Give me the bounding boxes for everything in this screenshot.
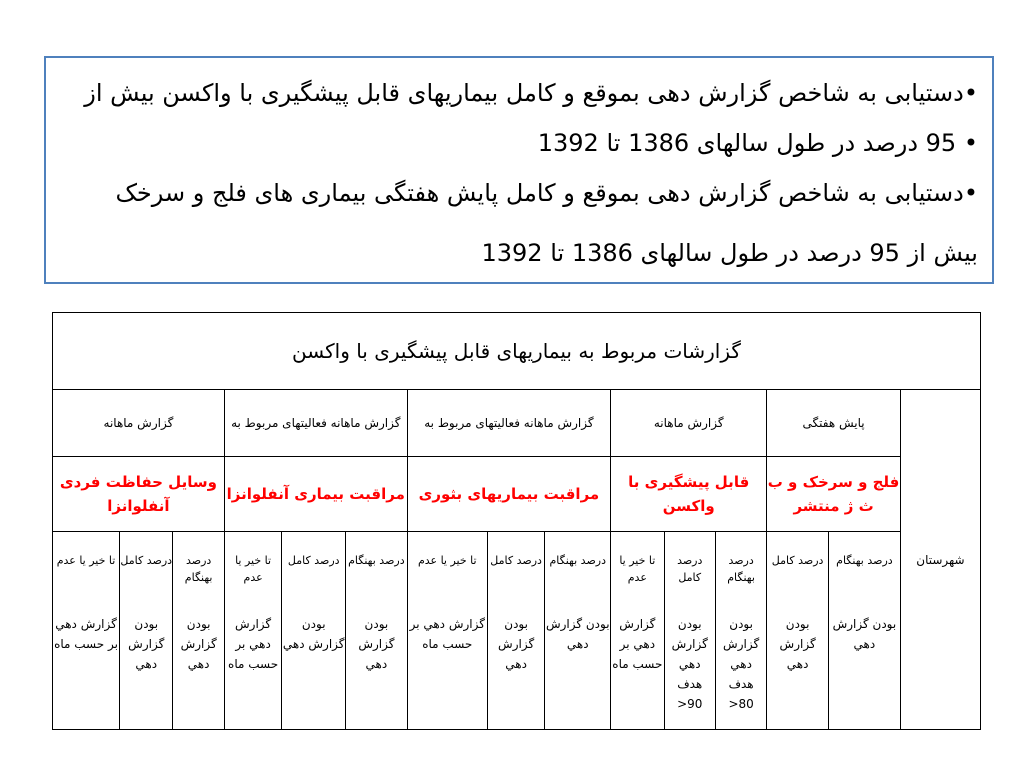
group-red-weekly: فلج و سرخک و ب ث ژ منتشر	[767, 457, 901, 532]
subcol-top: درصد بهنگام	[836, 554, 893, 567]
group-red-influenza: مراقبت بیماری آنفلوانزا	[224, 457, 407, 532]
subcol-bottom: بودن گزارش دهي هدف 80<	[723, 617, 760, 711]
group-red-ppe: وسایل حفاظت فردی آنفلوانزا	[53, 457, 225, 532]
subcol-cell	[53, 532, 120, 730]
subcol-cell	[120, 532, 173, 730]
subcol-top: تا خير يا عدم	[619, 554, 656, 584]
subcol-bottom: بودن گزارش دهي	[180, 617, 217, 671]
subcol-top: تا خير يا عدم	[417, 554, 477, 567]
subcol-cell	[545, 532, 611, 730]
subcol-cell	[487, 532, 545, 730]
subcol-bottom: بودن گزارش دهي	[832, 617, 897, 651]
subcol-bottom: بودن گزارش دهي	[358, 617, 395, 671]
subcol-top: درصد بهنگام	[727, 554, 755, 584]
subcol-cell	[173, 532, 224, 730]
subcol-top: تا خير يا عدم	[56, 554, 116, 567]
table-title: گزارشات مربوط به بیماریهای قابل پیشگیری با واکسن	[53, 313, 981, 390]
subcol-cell	[611, 532, 664, 730]
subcol-cell	[715, 532, 766, 730]
group-header-monthly-vaccine: گزارش ماهانه	[611, 390, 767, 457]
subcol-top: درصد بهنگام	[348, 554, 405, 567]
subcol-top: درصد كامل	[490, 554, 542, 567]
subcol-bottom: گزارش دهي بر حسب ماه	[612, 617, 663, 671]
group-red-vaccine: قابل پیشگیری با واکسن	[611, 457, 767, 532]
subcol-cell	[346, 532, 408, 730]
subcol-top: درصد كامل	[677, 554, 703, 584]
info-box	[44, 56, 994, 284]
subcol-cell	[828, 532, 900, 730]
group-red-rash: مراقبت بیماریهای بثوری	[407, 457, 610, 532]
info-line-3: •دستیابی به شاخص گزارش دهی بموقع و کامل پایش هفتگی بیماری های فلج و سرخک	[115, 179, 978, 207]
subcol-bottom: بودن گزارش دهي	[128, 617, 165, 671]
subcol-top: درصد كامل	[771, 554, 824, 567]
report-table	[52, 312, 981, 730]
subcol-top: تا خير يا عدم	[235, 554, 272, 584]
subcol-bottom: بودن گزارش دهي	[779, 617, 816, 671]
subcol-cell	[224, 532, 282, 730]
subcol-bottom: بودن گزارش دهي	[498, 617, 535, 671]
subcol-bottom: گزارش دهي بر حسب ماه	[54, 617, 118, 651]
group-header-weekly: پایش هفتگی	[767, 390, 901, 457]
info-line-1: •دستیابی به شاخص گزارش دهی بموقع و کامل بیماریهای قابل پیشگیری با واکسن بیش از	[84, 79, 978, 107]
subcol-top: درصد بهنگام	[184, 554, 213, 584]
subcol-bottom: بودن گزارش دهي	[282, 617, 345, 651]
subcol-cell	[767, 532, 829, 730]
group-header-influenza: گزارش ماهانه فعالیتهای مربوط به	[224, 390, 407, 457]
subcol-cell	[664, 532, 715, 730]
info-line-2: • 95 درصد در طول سالهای 1386 تا 1392	[537, 129, 978, 157]
subcol-bottom: بودن گزارش دهي هدف 90<	[671, 617, 708, 711]
subcol-bottom: بودن گزارش دهي	[545, 617, 610, 651]
subcol-bottom: گزارش دهي بر حسب ماه	[228, 617, 279, 671]
group-header-rash: گزارش ماهانه فعالیتهای مربوط به	[407, 390, 610, 457]
subcol-cell	[282, 532, 346, 730]
subcol-top: درصد كامل	[287, 554, 340, 567]
subcol-top: درصد بهنگام	[549, 554, 606, 567]
subcol-bottom: گزارش دهي بر حسب ماه	[409, 617, 485, 651]
subcol-top: درصد كامل	[120, 554, 173, 567]
group-header-ppe: گزارش ماهانه	[53, 390, 225, 457]
city-header: شهرستان	[900, 390, 980, 730]
subcol-cell	[407, 532, 487, 730]
info-line-4: بیش از 95 درصد در طول سالهای 1386 تا 1392	[481, 239, 978, 267]
